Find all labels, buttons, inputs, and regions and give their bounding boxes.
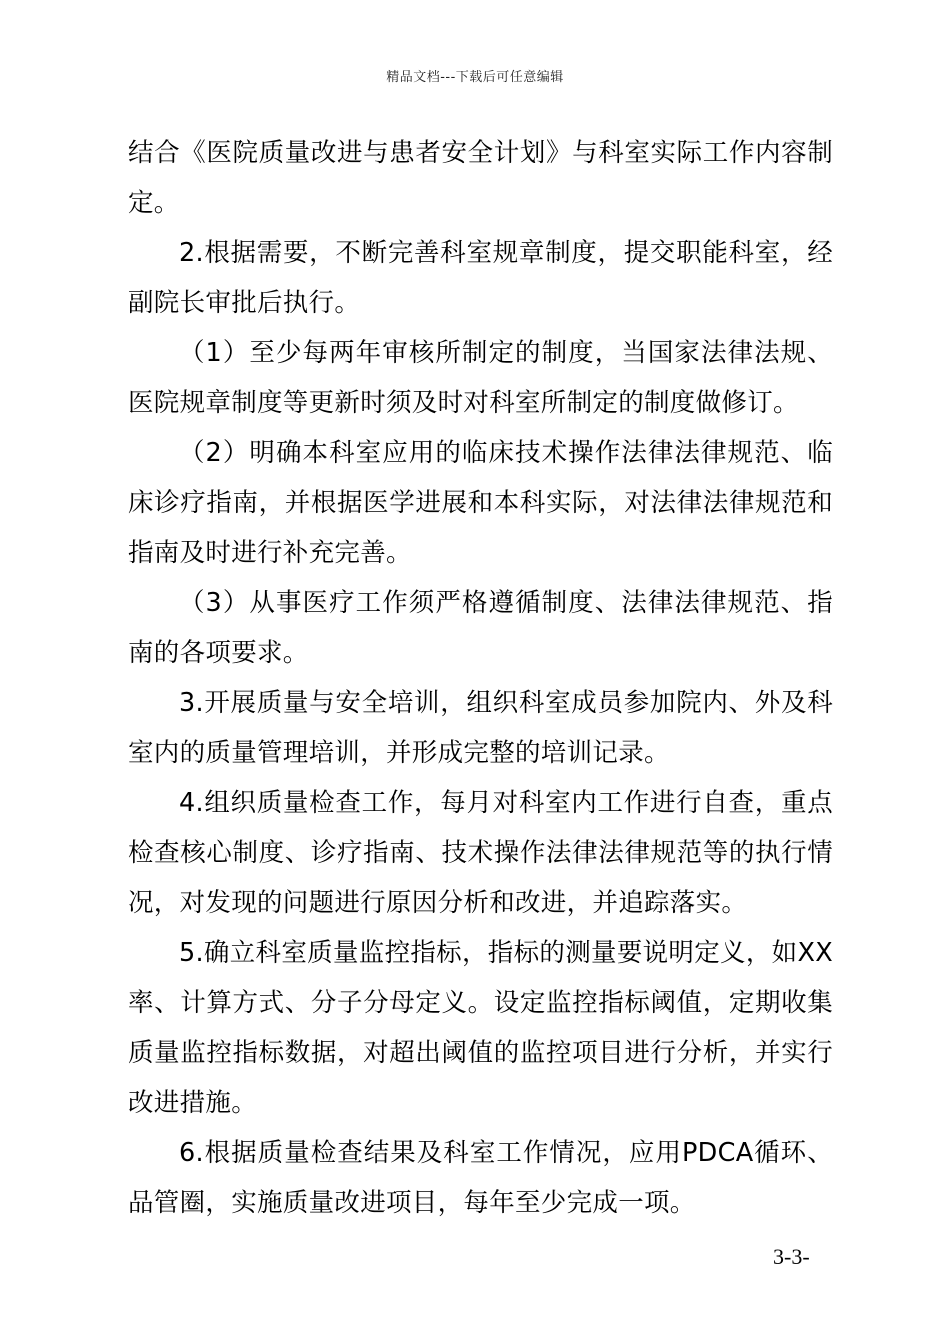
paragraph-item-3: 3.开展质量与安全培训，组织科室成员参加院内、外及科室内的质量管理培训，并形成完整的培训记录。 — [128, 688, 833, 768]
page-header: 精品文档---下载后可任意编辑 — [386, 70, 564, 85]
paragraph-item-6: 6.根据质量检查结果及科室工作情况，应用PDCA循环、品管圈，实施质量改进项目，每年至少完成一项。 — [128, 1138, 833, 1218]
paragraph-item-4: 4.组织质量检查工作，每月对科室内工作进行自查，重点检查核心制度、诊疗指南、技术操作法律法律规范等的执行情况，对发现的问题进行原因分析和改进，并追踪落实。 — [128, 788, 833, 918]
paragraph-subitem-3: （3）从事医疗工作须严格遵循制度、法律法律规范、指南的各项要求。 — [128, 588, 833, 668]
paragraph-item-2: 2.根据需要，不断完善科室规章制度，提交职能科室，经副院长审批后执行。 — [128, 238, 833, 318]
paragraph-subitem-2: （2）明确本科室应用的临床技术操作法律法律规范、临床诊疗指南，并根据医学进展和本科实际，对法律法律规范和指南及时进行补充完善。 — [128, 438, 833, 568]
paragraph-subitem-1: （1）至少每两年审核所制定的制度，当国家法律法规、医院规章制度等更新时须及时对科室所制定的制度做修订。 — [128, 338, 833, 418]
document-body — [128, 128, 833, 1228]
page-number: 3-3- — [773, 1244, 810, 1269]
paragraph-continuation: 结合《医院质量改进与患者安全计划》与科室实际工作内容制定。 — [128, 138, 833, 218]
paragraph-item-5: 5.确立科室质量监控指标，指标的测量要说明定义，如XX率、计算方式、分子分母定义。设定监控指标阈值，定期收集质量监控指标数据，对超出阈值的监控项目进行分析，并实行改进措施。 — [128, 938, 833, 1118]
